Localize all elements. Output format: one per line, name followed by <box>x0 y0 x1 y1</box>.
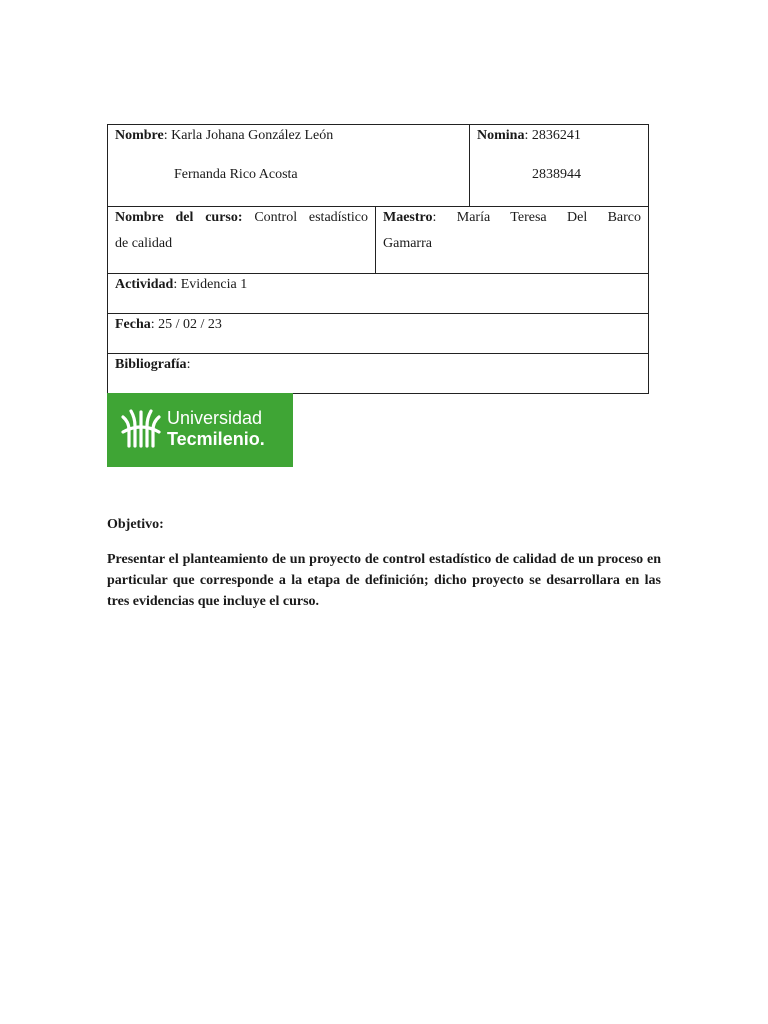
activity-line: Actividad: Evidencia 1 <box>115 277 248 292</box>
course-row <box>108 206 648 273</box>
course-label: Nombre del curso: <box>115 210 243 225</box>
logo-text-universidad: Universidad <box>167 408 263 428</box>
bibliography-cell <box>108 354 648 393</box>
student-name-1: Karla Johana González León <box>171 128 334 143</box>
teacher-line-1: Maestro: María Teresa Del Barco <box>383 210 641 225</box>
course-cell <box>108 207 375 273</box>
teacher-cell <box>375 207 648 273</box>
activity-row <box>108 273 648 313</box>
bibliography-label: Bibliografía <box>115 357 187 372</box>
name-label: Nombre <box>115 128 164 143</box>
nomina-value-1: 2836241 <box>531 128 581 143</box>
date-row <box>108 313 648 353</box>
students-row <box>108 125 648 206</box>
nomina-label: Nomina <box>477 128 525 143</box>
date-cell <box>108 314 648 353</box>
student-name-2: Fernanda Rico Acosta <box>174 167 298 182</box>
date-value: 25 / 02 / 23 <box>158 317 222 332</box>
nomina-cell <box>469 125 648 206</box>
teacher-value-2: Gamarra <box>383 236 432 251</box>
activity-label: Actividad <box>115 277 174 292</box>
course-value-2: de calidad <box>115 236 173 251</box>
cover-info-table <box>107 124 649 394</box>
course-value-1: Control estadístico <box>254 210 368 225</box>
tecmilenio-leaf-icon <box>121 406 161 448</box>
date-line: Fecha: 25 / 02 / 23 <box>115 317 222 332</box>
objective-heading: Objetivo: <box>107 517 164 532</box>
nomina-line-1: Nomina: 2836241 <box>477 128 581 143</box>
objective-body: Presentar el planteamiento de un proyecto de control estadístico de calidad de un proceso en particular que corresponde a la etapa de definición; dicho proyecto se desarrollara en las tres evidencias que incluye el curso. <box>107 552 661 609</box>
course-line-1 <box>115 209 368 227</box>
bibliography-row <box>108 353 648 393</box>
teacher-label: Maestro <box>383 210 433 225</box>
teacher-value-1: María Teresa Del Barco <box>456 210 641 225</box>
student-names-cell <box>108 125 469 206</box>
student-name-line-1: Nombre: Karla Johana González León <box>115 128 334 143</box>
activity-cell <box>108 274 648 313</box>
logo-text-tecmilenio: Tecmilenio. <box>167 429 265 449</box>
date-label: Fecha <box>115 317 151 332</box>
nomina-value-2: 2838944 <box>532 167 581 182</box>
bibliography-line: Bibliografía: <box>115 357 191 372</box>
activity-value: Evidencia 1 <box>180 277 248 292</box>
tecmilenio-logo <box>107 393 293 467</box>
